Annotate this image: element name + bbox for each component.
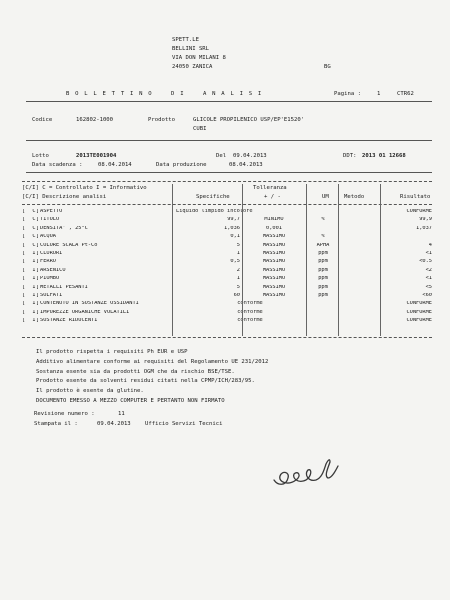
table-cell-desc: ARSENICO: [40, 267, 66, 273]
recipient-city: 24050 ZANICA: [172, 64, 213, 70]
table-cell-tol: MASSIMO: [262, 267, 286, 273]
table-cell-spec: 99,7: [227, 217, 240, 223]
table-cell-tol: conforme: [237, 318, 263, 324]
table-cell-ci: C: [32, 234, 36, 240]
table-bracket: [: [22, 284, 26, 290]
table-cell-spec: 2: [236, 267, 240, 273]
table-cell-tol: MASSIMO: [262, 234, 286, 240]
table-cell-tol: MASSIMO: [262, 284, 286, 290]
table-cell-tol: conforme: [237, 309, 263, 315]
table-cell-spec: 60: [233, 293, 240, 298]
table-column-separator: [242, 184, 243, 336]
printed-label: Stampata il :: [34, 421, 78, 427]
table-bracket: ]: [36, 293, 40, 298]
col-header-result: Risultato: [400, 194, 431, 200]
note-line: Sostanza esente sia da prodotti OGM che da rischio BSE/TSE.: [36, 368, 235, 375]
table-cell-result: <1: [425, 276, 432, 282]
table-cell-ci: I: [32, 293, 36, 298]
table-bottom-rule: [22, 337, 432, 338]
page-code: CTR62: [397, 91, 414, 97]
table-cell-ci: I: [32, 251, 36, 256]
table-bracket: ]: [36, 217, 40, 223]
table-column-separator: [380, 184, 381, 336]
note-line: Prodotto esente da solventi residui citati nella CPMP/ICH/283/95.: [36, 378, 255, 385]
table-cell-ci: I: [32, 284, 36, 290]
recipient-province: BG: [324, 64, 331, 70]
table-bracket: [: [22, 217, 26, 223]
table-bracket: ]: [36, 276, 40, 282]
table-bracket: [: [22, 242, 26, 248]
table-cell-um: ppm: [318, 251, 328, 256]
note-line: Il prodotto rispetta i requisiti Ph EUR e USP: [36, 349, 188, 355]
table-cell-desc: COLORE SCALA Pt-Co: [40, 242, 98, 248]
table-cell-tol: MASSIMO: [262, 276, 286, 282]
table-top-rule: [22, 181, 432, 182]
recipient-street: VIA DON MILANI 8: [172, 55, 226, 61]
table-bracket: [: [22, 293, 26, 298]
table-cell-spec: 1: [236, 276, 240, 282]
table-legend-1: [C/I] C = Controllato I = Informativo: [22, 185, 147, 191]
note-line: Il prodotto è esente da glutine.: [36, 388, 144, 395]
table-cell-result: 4: [428, 242, 432, 248]
table-bracket: [: [22, 318, 26, 324]
ddt-label: DDT:: [343, 153, 357, 159]
table-cell-um: %: [321, 234, 325, 240]
table-cell-desc: ASPETTO: [40, 209, 63, 214]
table-bracket: [: [22, 251, 26, 256]
table-cell-desc: SOLFATI: [40, 293, 63, 298]
table-cell-result: CONFORME: [406, 309, 432, 315]
table-bracket: ]: [36, 309, 40, 315]
table-bracket: [: [22, 225, 26, 231]
production-label: Data produzione: [156, 162, 207, 168]
col-header-tol-2: + / -: [264, 194, 281, 200]
table-cell-desc: TITOLO: [40, 217, 60, 223]
production-date: 08.04.2013: [229, 162, 263, 168]
printed-date: 09.04.2013: [97, 421, 131, 427]
table-bracket: ]: [36, 242, 40, 248]
table-bracket: ]: [36, 259, 40, 265]
table-cell-um: ppm: [318, 284, 328, 290]
col-header-um: UM: [322, 194, 329, 200]
table-cell-result: CONFORME: [406, 318, 432, 324]
code-label: Codice: [32, 117, 53, 123]
table-bracket: ]: [36, 251, 40, 256]
table-legend-2: [C/I] Descrizione analisi: [22, 194, 107, 200]
table-cell-tol: MASSIMO: [262, 251, 286, 256]
office-name: Ufficio Servizi Tecnici: [145, 421, 223, 427]
lot-number: 2013TE001904: [76, 153, 117, 159]
table-cell-ci: I: [32, 309, 36, 315]
table-cell-desc: ACQUA: [40, 234, 56, 240]
table-bracket: [: [22, 234, 26, 240]
col-header-method: Metodo: [344, 194, 365, 200]
table-bracket: ]: [36, 318, 40, 324]
expiry-label: Data scadenza :: [32, 162, 83, 168]
table-cell-tol: MASSIMO: [262, 259, 286, 265]
table-bracket: [: [22, 309, 26, 315]
table-cell-spec: 1: [236, 251, 240, 256]
table-column-separator: [172, 184, 173, 336]
document-title: B O L L E T T I N O D I A N A L I S I: [66, 91, 263, 97]
table-cell-ci: I: [32, 301, 36, 307]
table-bracket: ]: [36, 209, 40, 214]
product-package: CUBI: [193, 126, 207, 132]
handwritten-signature: [268, 446, 348, 496]
table-bracket: [: [22, 276, 26, 282]
table-cell-result: <0.5: [419, 259, 432, 265]
table-bracket: ]: [36, 301, 40, 307]
table-column-separator: [306, 184, 307, 336]
table-cell-ci: I: [32, 267, 36, 273]
table-cell-ci: C: [32, 225, 36, 231]
table-bracket: ]: [36, 284, 40, 290]
table-cell-ci: I: [32, 318, 36, 324]
table-cell-ci: C: [32, 242, 36, 248]
table-cell-tol: MASSIMO: [262, 242, 286, 248]
table-cell-spec: 1,036: [224, 225, 240, 231]
table-cell-spec: 0,5: [230, 259, 240, 265]
table-cell-result: <2: [425, 267, 432, 273]
table-bracket: ]: [36, 225, 40, 231]
note-line: Additivo alimentare conforme ai requisiti del Regolamento UE 231/2012: [36, 358, 269, 365]
table-cell-spec: 5: [236, 284, 240, 290]
table-cell-desc: CONTENUTO IN SOSTANZE OSSIDANTI: [40, 301, 139, 307]
table-cell-spec: Liquido limpido incolore: [176, 209, 253, 214]
note-line: DOCUMENTO EMESSO A MEZZO COMPUTER E PERTANTO NON FIRMATO: [36, 398, 225, 404]
table-cell-um: %: [321, 217, 325, 223]
table-cell-ci: I: [32, 276, 36, 282]
page-label: Pagina :: [334, 91, 361, 97]
lot-date: 09.04.2013: [233, 153, 267, 159]
lot-label: Lotto: [32, 153, 49, 159]
table-bracket: ]: [36, 234, 40, 240]
revision-label: Revisione numero :: [34, 411, 95, 417]
table-cell-tol: MINIMO: [264, 217, 284, 223]
table-cell-result: <1: [425, 251, 432, 256]
table-cell-um: APHA: [316, 242, 330, 248]
table-cell-desc: IMPUREZZE ORGANICHE VOLATILI: [40, 309, 130, 315]
table-cell-ci: C: [32, 209, 36, 214]
table-cell-tol: conforme: [237, 301, 263, 307]
table-cell-result: 99,9: [419, 217, 432, 223]
table-cell-spec: 0,1: [230, 234, 240, 240]
table-cell-desc: FERRO: [40, 259, 56, 265]
page-number: 1: [377, 91, 381, 97]
product-divider: [26, 140, 432, 141]
product-label: Prodotto: [148, 117, 175, 123]
table-cell-result: <60: [422, 293, 432, 298]
table-cell-desc: DENSITA' , 25°C: [40, 225, 88, 231]
table-cell-ci: I: [32, 259, 36, 265]
table-cell-result: CONFORME: [406, 301, 432, 307]
table-header-rule: [22, 204, 432, 205]
revision-number: 11: [118, 411, 125, 417]
table-cell-spec: 5: [236, 242, 240, 248]
col-header-spec: Specifiche: [196, 194, 230, 200]
table-cell-desc: PIOMBO: [40, 276, 60, 282]
recipient-company: BELLINI SRL: [172, 46, 210, 52]
table-bracket: [: [22, 209, 26, 214]
table-cell-um: ppm: [318, 259, 328, 265]
table-bracket: ]: [36, 267, 40, 273]
table-bracket: [: [22, 259, 26, 265]
table-bracket: [: [22, 267, 26, 273]
ddt-number: 2013 01 12668: [362, 153, 406, 159]
product-name: GLICOLE PROPILENICO USP/EP'E1520': [193, 117, 305, 123]
table-cell-tol: 0,001: [266, 225, 282, 231]
table-cell-um: ppm: [318, 293, 328, 298]
table-column-separator: [338, 184, 339, 336]
table-cell-desc: CLORURI: [40, 251, 63, 256]
title-divider: [26, 101, 432, 102]
lot-divider: [26, 172, 432, 173]
table-cell-um: ppm: [318, 276, 328, 282]
table-cell-result: <5: [425, 284, 432, 290]
table-cell-desc: SOSTANZE RIDUCENTI: [40, 318, 98, 324]
expiry-date: 08.04.2014: [98, 162, 132, 168]
recipient-label: SPETT.LE: [172, 37, 199, 43]
table-bracket: [: [22, 301, 26, 307]
col-header-tol-1: Tolleranza: [253, 185, 287, 191]
table-cell-um: ppm: [318, 267, 328, 273]
table-cell-tol: MASSIMO: [262, 293, 286, 298]
product-code: 162802-1000: [76, 117, 114, 123]
table-cell-result: 1,037: [416, 225, 432, 231]
table-cell-result: CONFORME: [406, 209, 432, 214]
lot-date-label: Del: [216, 153, 227, 159]
table-cell-desc: METALLI PESANTI: [40, 284, 88, 290]
table-cell-ci: C: [32, 217, 36, 223]
